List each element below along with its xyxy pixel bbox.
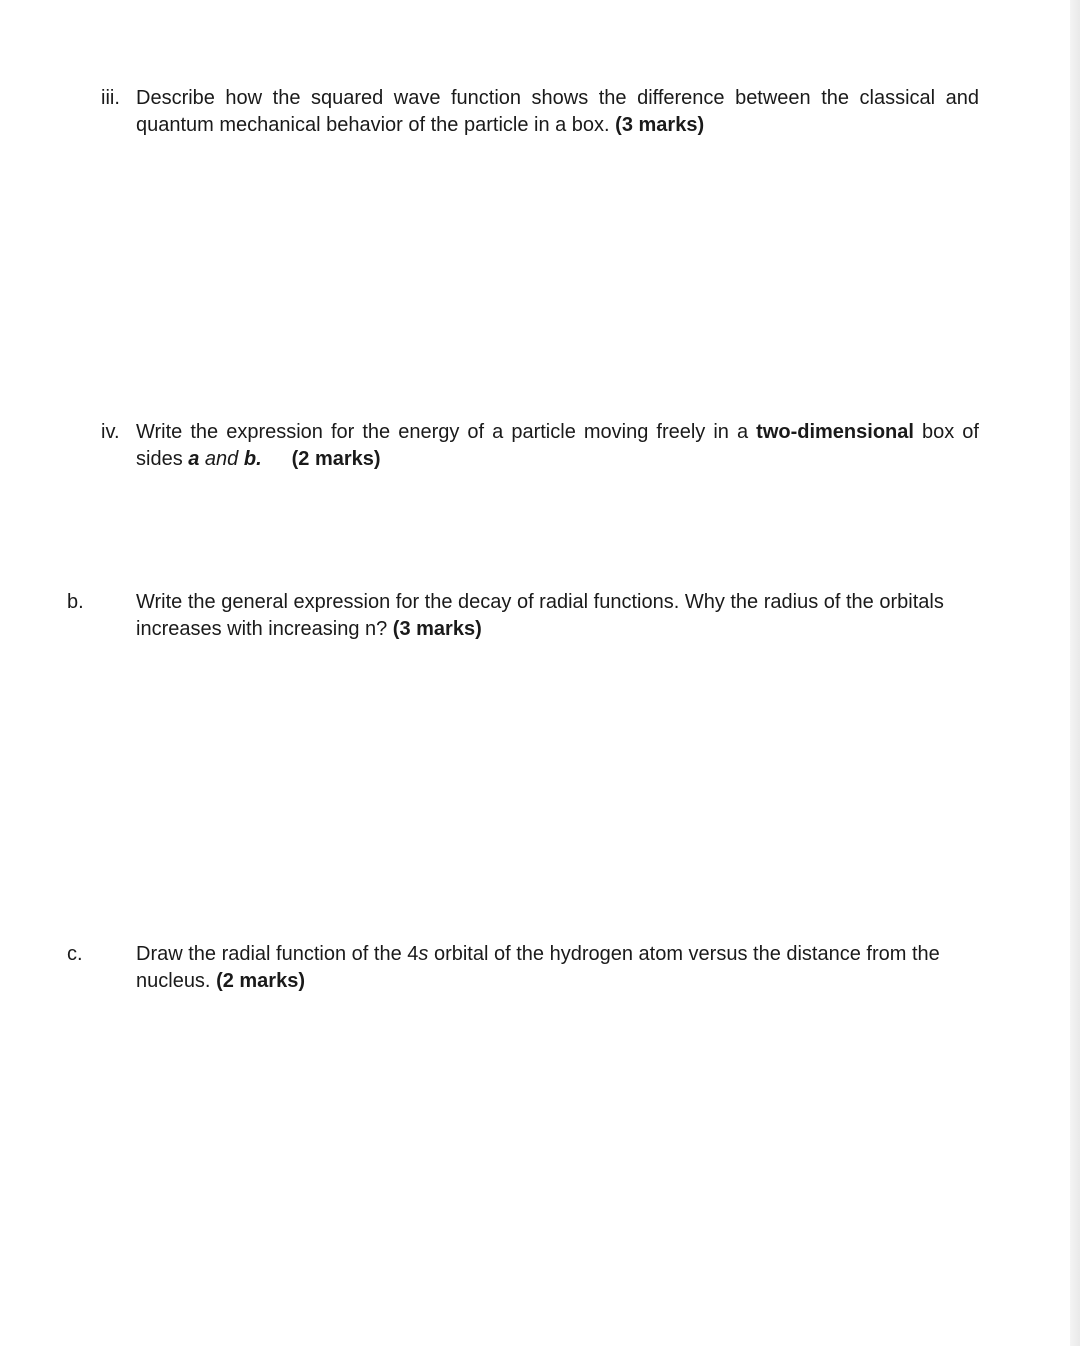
question-text bbox=[136, 589, 979, 643]
question-line bbox=[136, 616, 979, 643]
question-label: c. bbox=[67, 943, 83, 965]
page-edge bbox=[1070, 0, 1080, 1346]
question-line: Write the general expression for the decay of radial functions. Why the radius of the orbitals bbox=[136, 591, 944, 613]
question-line bbox=[136, 968, 979, 995]
question-text bbox=[136, 85, 979, 139]
question-label: iii. bbox=[101, 87, 120, 109]
question-line-text: nucleus. bbox=[136, 970, 217, 992]
question-line bbox=[136, 446, 979, 473]
question-line bbox=[136, 941, 979, 968]
variable-b: b. bbox=[243, 448, 262, 470]
question-line bbox=[136, 419, 979, 446]
question-line-text: quantum mechanical behavior of the particle in a box. bbox=[136, 114, 616, 136]
question-label: b. bbox=[67, 591, 84, 613]
question-line-text: Write the expression for the energy of a particle moving freely in a bbox=[136, 421, 757, 443]
marks: (3 marks) bbox=[392, 618, 482, 640]
marks: (2 marks) bbox=[216, 970, 305, 992]
question-line bbox=[136, 112, 979, 139]
marks: (2 marks) bbox=[291, 448, 381, 470]
question-text bbox=[136, 419, 979, 473]
question-label: iv. bbox=[101, 421, 120, 443]
orbital-s: s bbox=[418, 943, 429, 965]
marks: (3 marks) bbox=[615, 114, 705, 136]
and-text: and bbox=[199, 448, 244, 470]
emphasis-two-dimensional: two-dimensional bbox=[756, 421, 914, 443]
question-text bbox=[136, 941, 979, 995]
question-line-text: increases with increasing n? bbox=[136, 618, 393, 640]
question-line-text: Draw the radial function of the 4 bbox=[136, 943, 419, 965]
question-line-text: sides bbox=[136, 448, 189, 470]
question-line-end: box of bbox=[913, 421, 979, 443]
question-line-end: orbital of the hydrogen atom versus the distance from the bbox=[428, 943, 940, 965]
variable-a: a bbox=[188, 448, 200, 470]
question-line: Describe how the squared wave function shows the difference between the classical and bbox=[136, 87, 979, 109]
